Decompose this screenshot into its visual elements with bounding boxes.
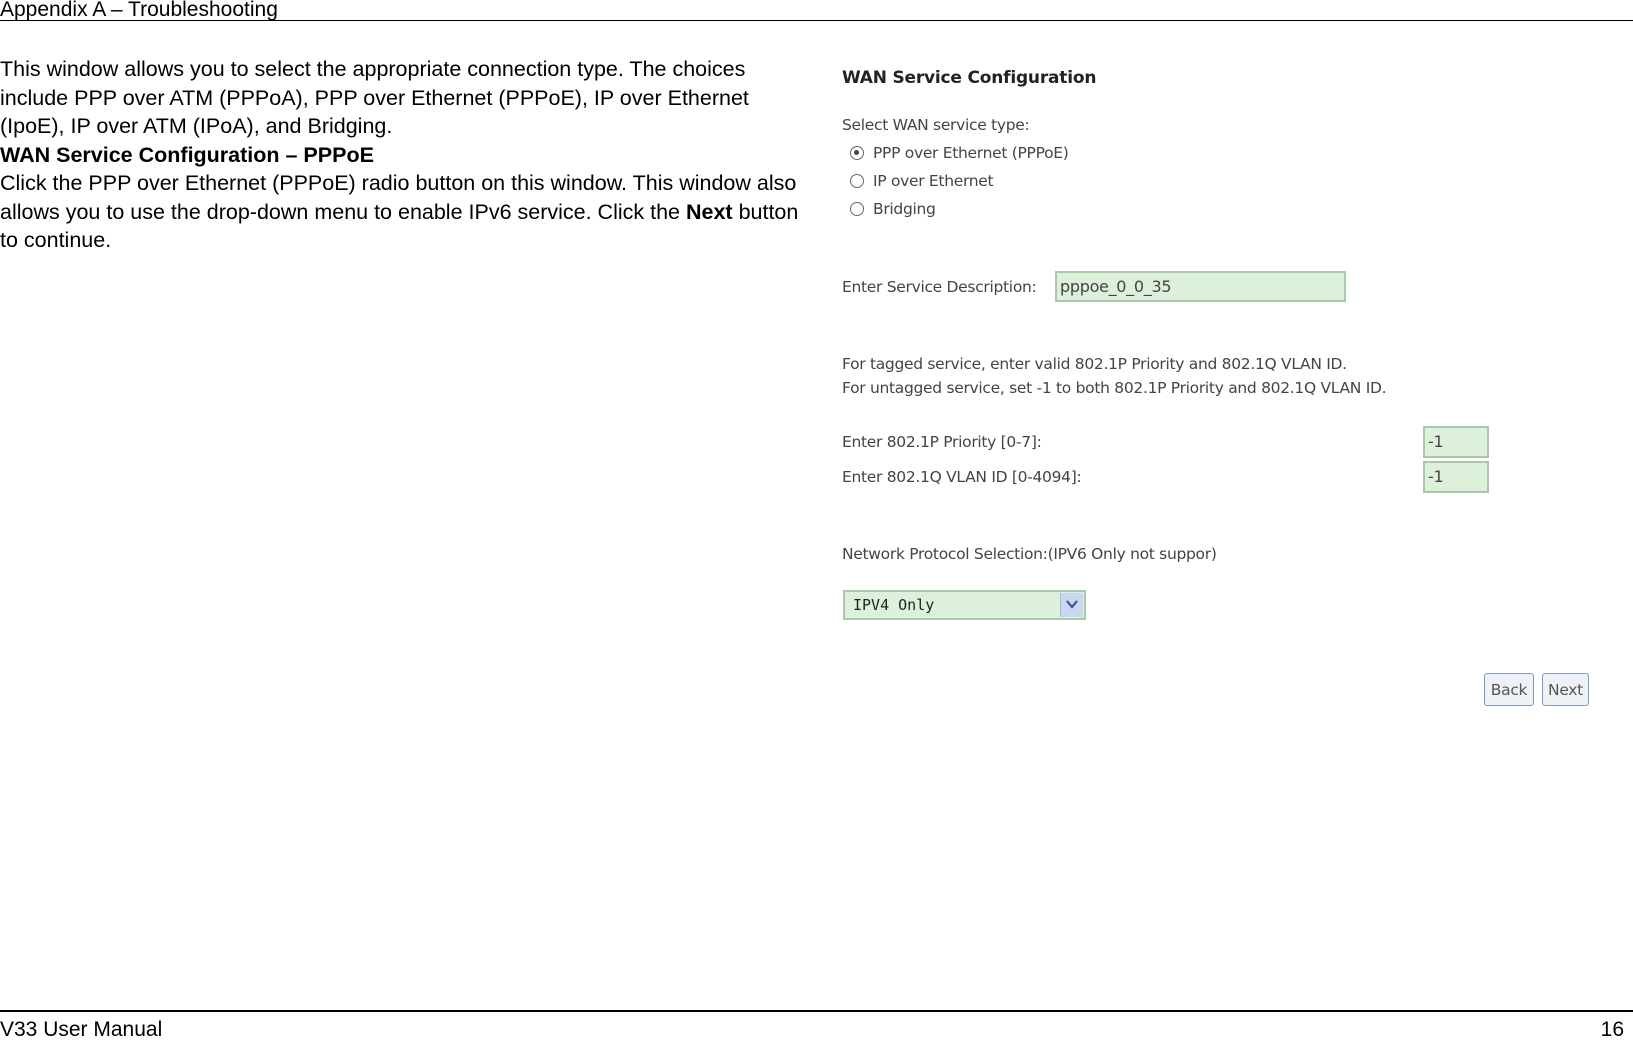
- footer-divider: [0, 1010, 1633, 1012]
- protocol-select-value: IPV4 Only: [853, 596, 935, 614]
- priority-label: Enter 802.1P Priority [0-7]:: [842, 433, 1042, 451]
- body-text: [0, 55, 815, 255]
- protocol-label: Network Protocol Selection:(IPV6 Only not suppor): [842, 545, 1217, 563]
- radio-bridging-label: Bridging: [873, 200, 936, 218]
- wan-service-screenshot: [838, 60, 1618, 720]
- radio-pppoe[interactable]: [850, 146, 864, 160]
- vlan-id-input[interactable]: -1: [1423, 461, 1489, 493]
- service-description-label: Enter Service Description:: [842, 278, 1037, 296]
- radio-bridging[interactable]: [850, 202, 864, 216]
- footer-manual-title: V33 User Manual: [0, 1018, 163, 1041]
- instruction-next-bold: Next: [685, 199, 733, 224]
- tagged-service-note: For tagged service, enter valid 802.1P Priority and 802.1Q VLAN ID.: [842, 355, 1347, 373]
- chevron-down-icon[interactable]: [1060, 593, 1083, 617]
- radio-ipoe[interactable]: [850, 174, 864, 188]
- radio-ipoe-label: IP over Ethernet: [873, 172, 994, 190]
- radio-pppoe-label: PPP over Ethernet (PPPoE): [873, 144, 1069, 162]
- priority-input[interactable]: -1: [1423, 426, 1489, 458]
- instruction-paragraph: [0, 169, 815, 255]
- wan-config-title: WAN Service Configuration: [842, 68, 1097, 88]
- radio-option-pppoe[interactable]: [850, 144, 1069, 162]
- radio-option-ipoe[interactable]: [850, 172, 993, 190]
- header-title: Appendix A – Troubleshooting: [0, 0, 278, 21]
- instruction-text-start: Click the PPP over Ethernet (PPPoE) radio button on this window. This window also allows you to use the drop-down menu to enable IPv6 service. Click the: [0, 171, 797, 224]
- untagged-service-note: For untagged service, set -1 to both 802.1P Priority and 802.1Q VLAN ID.: [842, 379, 1387, 397]
- section-heading: WAN Service Configuration – PPPoE: [0, 142, 374, 167]
- header-divider: [0, 20, 1633, 21]
- intro-paragraph: This window allows you to select the appropriate connection type. The choices include PPP over ATM (PPPoA), PPP over Ethernet (PPPoE), IP over Ethernet (IpoE), IP over ATM (IPoA), and Bridging.: [0, 57, 749, 138]
- back-button[interactable]: Back: [1484, 673, 1534, 706]
- service-type-label: Select WAN service type:: [842, 116, 1030, 134]
- instruction-text-end: button to continue.: [0, 199, 799, 252]
- radio-option-bridging[interactable]: [850, 200, 936, 218]
- protocol-select[interactable]: [843, 590, 1086, 620]
- vlan-id-label: Enter 802.1Q VLAN ID [0-4094]:: [842, 468, 1082, 486]
- next-button[interactable]: Next: [1542, 673, 1589, 706]
- service-description-input[interactable]: pppoe_0_0_35: [1055, 271, 1346, 302]
- page-number: 16: [1600, 1018, 1624, 1041]
